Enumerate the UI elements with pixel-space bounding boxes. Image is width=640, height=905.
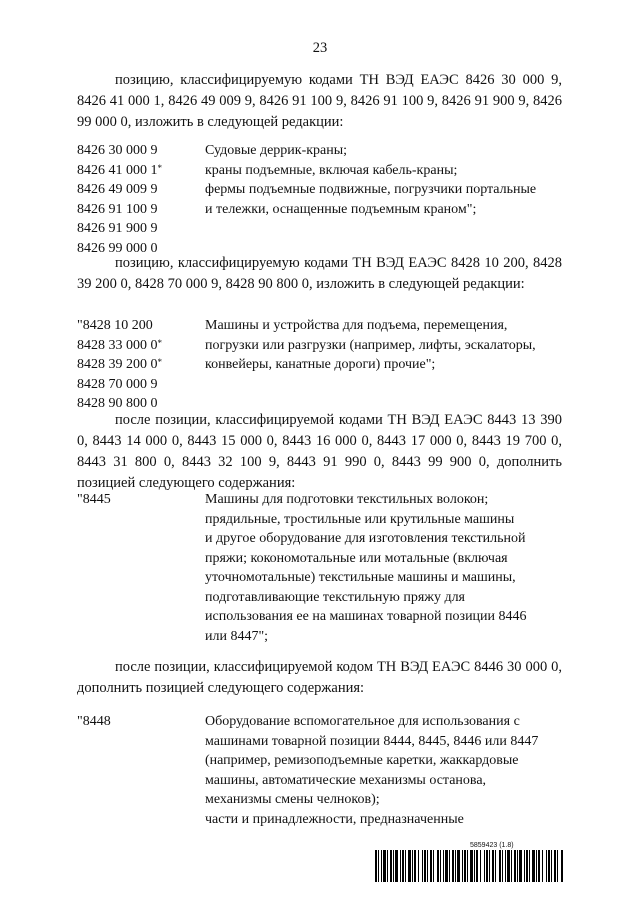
desc-line: механизмы смены челноков);	[205, 792, 380, 807]
code-line: 8428 39 200 0*	[77, 357, 162, 372]
section4-description	[205, 712, 565, 829]
desc-line: Оборудование вспомогательное для использования с	[205, 714, 520, 729]
code-line: "8428 10 200	[77, 318, 153, 333]
desc-line: прядильные, тростильные или крутильные машины	[205, 511, 515, 527]
desc-line: Судовые деррик-краны;	[205, 143, 348, 158]
section3-description	[205, 490, 565, 646]
section3-code: "8445	[77, 492, 111, 507]
document-number: 5859423 (1.8)	[470, 842, 514, 849]
code-line: 8426 91 900 9	[77, 221, 158, 236]
desc-line: или 8447";	[205, 628, 269, 644]
page-number: 23	[312, 40, 328, 56]
footnote-star: *	[157, 162, 162, 173]
desc-line: (например, ремизоподъемные каретки, жаккардовые	[205, 753, 519, 768]
desc-line: Машины для подготовки текстильных волокон;	[205, 492, 489, 507]
desc-line: подготавливающие текстильную пряжу для	[205, 589, 465, 605]
desc-line: машинами товарной позиции 8444, 8445, 8446 или 8447	[205, 733, 539, 749]
section2-intro: позицию, классифицируемую кодами ТН ВЭД ЕАЭС 8428 10 200, 8428 39 200 0, 8428 70 000 9, 8428 90 800 0, изложить в следующей редакции:	[77, 255, 562, 292]
desc-line: уточномотальные) текстильные машины и машины,	[205, 570, 516, 585]
code-line: 8426 49 009 9	[77, 182, 158, 197]
desc-line: Машины и устройства для подъема, перемещения,	[205, 318, 508, 333]
code-line: 8426 41 000 1*	[77, 162, 162, 178]
section3-intro: после позиции, классифицируемой кодами ТН ВЭД ЕАЭС 8443 13 390 0, 8443 14 000 0, 8443 15 000 0, 8443 16 000 0, 8443 17 000 0, 8443 19 700 0, 8443 31 800 0, 8443 32 100 9, 8443 91 990 0, 8443 99 900 0, дополнить позицией следующего содержания:	[77, 412, 562, 491]
section2-description	[205, 316, 565, 375]
desc-line: машины, автоматические механизмы останова,	[205, 772, 487, 788]
section1-intro: позицию, классифицируемую кодами ТН ВЭД ЕАЭС 8426 30 000 9, 8426 41 000 1, 8426 49 009 9, 8426 91 100 9, 8426 91 100 9, 8426 91 900 9, 8426 99 000 0, изложить в следующей редакции:	[77, 72, 562, 130]
section1-codes	[77, 141, 197, 258]
section4-intro: после позиции, классифицируемой кодом ТН ВЭД ЕАЭС 8446 30 000 0, дополнить позицией следующего содержания:	[77, 659, 562, 696]
footnote-star: *	[157, 357, 162, 367]
desc-line: погрузки или разгрузки (например, лифты, эскалаторы,	[205, 337, 536, 353]
desc-line: фермы подъемные подвижные, погрузчики портальные	[205, 182, 537, 197]
section4-code: "8448	[77, 714, 111, 729]
section1-description	[205, 141, 565, 219]
code-line: 8426 99 000 0	[77, 240, 158, 256]
desc-line: части и принадлежности, предназначенные	[205, 811, 464, 827]
barcode-icon	[375, 850, 563, 882]
desc-line: и тележки, оснащенные подъемным краном";	[205, 201, 477, 217]
code-line: 8428 33 000 0*	[77, 337, 162, 353]
code-line: 8426 30 000 9	[77, 143, 158, 158]
desc-line: использования ее на машинах товарной позиции 8446	[205, 609, 527, 624]
desc-line: пряжи; кокономотальные или мотальные (включая	[205, 550, 508, 566]
section2-codes	[77, 316, 197, 414]
code-line: 8428 90 800 0	[77, 396, 158, 411]
desc-line: краны подъемные, включая кабель-краны;	[205, 162, 458, 178]
code-line: 8426 91 100 9	[77, 201, 158, 217]
code-line: 8428 70 000 9	[77, 376, 158, 392]
desc-line: конвейеры, канатные дороги) прочие";	[205, 357, 436, 372]
footnote-star: *	[157, 337, 162, 348]
desc-line: и другое оборудование для изготовления текстильной	[205, 531, 526, 546]
